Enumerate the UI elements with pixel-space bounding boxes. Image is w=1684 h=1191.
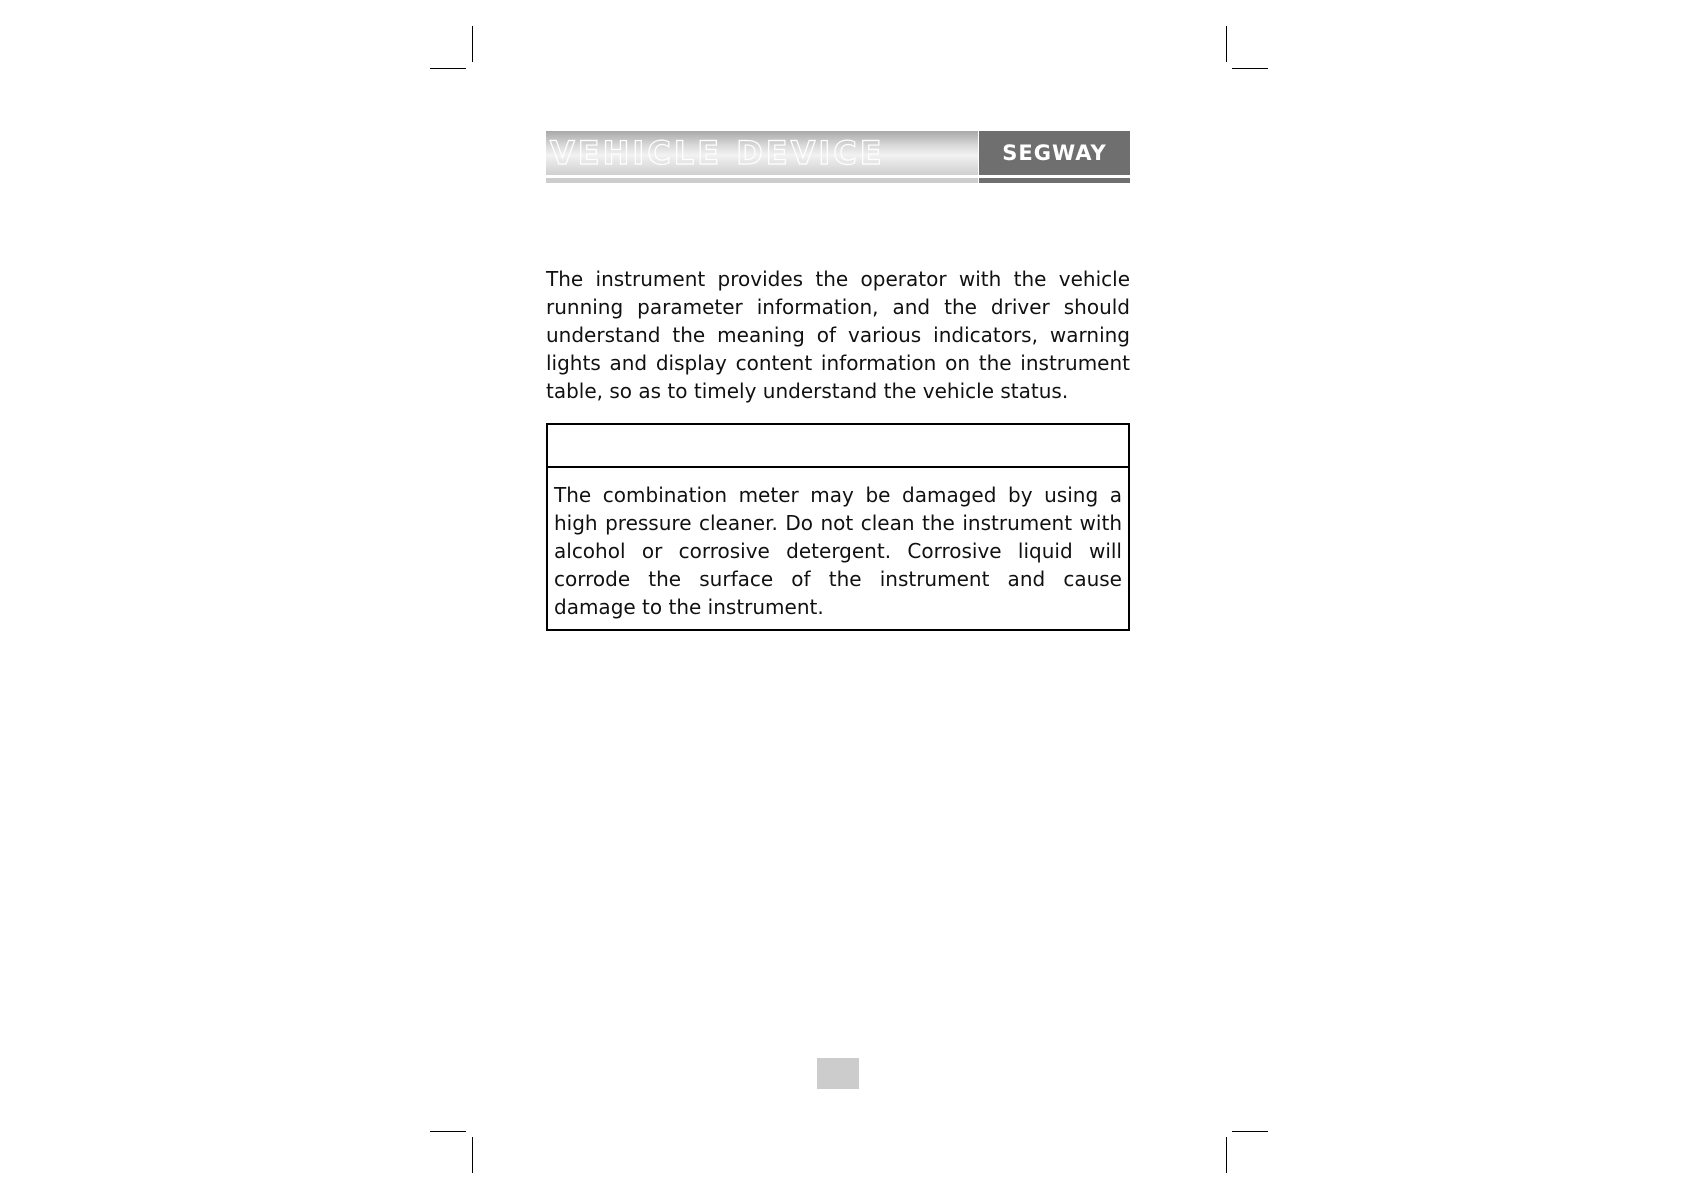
crop-mark-bottom-left-horizontal (430, 1131, 466, 1132)
notice-box (546, 423, 1130, 631)
notice-body: The combination meter may be damaged by using a high pressure cleaner. Do not clean the instrument with alcohol or corrosive detergent. Corrosive liquid will corrode the surface of the instrument and cause damage to the instrument. (554, 483, 1122, 619)
crop-mark-top-right-vertical (1226, 26, 1227, 62)
section-title: VEHICLE DEVICE (550, 134, 885, 172)
crop-mark-bottom-right-horizontal (1232, 1131, 1268, 1132)
brand-logo: SEGWAY (1002, 141, 1107, 165)
notice-header (548, 425, 1128, 468)
section-banner (546, 131, 978, 175)
crop-mark-top-left-horizontal (430, 68, 466, 69)
brand-banner-rule (979, 178, 1130, 183)
section-banner-rule (546, 178, 978, 183)
intro-paragraph: The instrument provides the operator with the vehicle running parameter information, and the driver should understand the meaning of various indicators, warning lights and display content information on the instrument table, so as to timely understand the vehicle status. (546, 267, 1130, 403)
crop-mark-top-right-horizontal (1232, 68, 1268, 69)
crop-mark-bottom-left-vertical (472, 1137, 473, 1173)
crop-mark-bottom-right-vertical (1226, 1137, 1227, 1173)
crop-mark-top-left-vertical (472, 26, 473, 62)
page-header (546, 131, 1130, 184)
brand-banner (979, 131, 1130, 175)
page-number-box (817, 1058, 859, 1089)
